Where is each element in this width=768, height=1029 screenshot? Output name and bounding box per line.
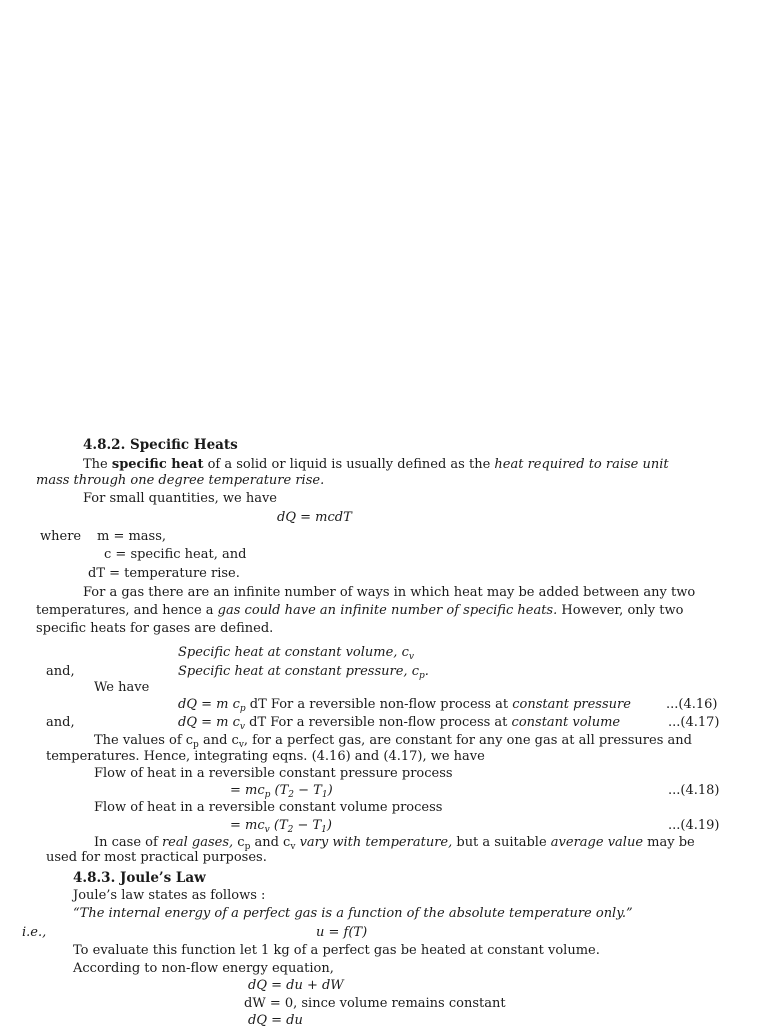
paragraph-gas-line-1: For a gas there are an infinite number of ways in which heat may be added between any two (83, 585, 696, 600)
paragraph-non-flow-energy: According to non-flow energy equation, (73, 961, 334, 976)
and-label-2: and, (46, 715, 75, 730)
equation-number-4-16: ...(4.16) (666, 697, 718, 712)
and-label-1: and, (46, 664, 75, 679)
paragraph-small-quantities: For small quantities, we have (83, 491, 278, 506)
equation-dq-du-dw: dQ = du + dW (248, 978, 344, 993)
paragraph-values-line-1: The values of $c_p$ and $c_v$, for a perfect gas, are constant for any one gas at all pressures and (94, 733, 692, 750)
joules-law-statement: “The internal energy of a perfect gas is a function of the absolute temperature only.” (73, 906, 633, 921)
flow-heat-constant-volume-label: Flow of heat in a reversible constant volume process (94, 800, 443, 815)
equation-u-f-t: u = f(T) (316, 925, 368, 940)
equation-dq-du: dQ = du (248, 1013, 303, 1028)
definition-temperature-rise: dT = temperature rise. (88, 566, 240, 581)
section-heading-specific-heats: 4.8.2. Specific Heats (83, 437, 238, 453)
paragraph-evaluate-function: To evaluate this function let 1 kg of a perfect gas be heated at constant volume. (73, 943, 600, 958)
equation-constant-pressure: dQ = m $c_p$ dT For a reversible non-flow process at constant pressure (178, 697, 631, 714)
definition-cp: Specific heat at constant pressure, $c_p$. (178, 664, 429, 681)
definition-mass: m = mass, (97, 529, 167, 544)
paragraph-definition-line-1: The specific heat of a solid or liquid is usually defined as the heat required to raise unit (83, 457, 669, 472)
equation-number-4-17: ...(4.17) (668, 715, 720, 730)
paragraph-gas-line-2: temperatures, and hence a gas could have an infinite number of specific heats. However, only two (36, 603, 684, 618)
equation-4-19: = $mc_v$ $(T_2 - T_1)$ (230, 818, 332, 835)
we-have-label: We have (94, 680, 150, 695)
equation-dq-mcdt: dQ = mcdT (277, 510, 352, 525)
paragraph-values-line-2: temperatures. Hence, integrating eqns. (4.16) and (4.17), we have (46, 749, 485, 764)
equation-number-4-18: ...(4.18) (668, 783, 720, 798)
paragraph-real-gases-line-2: used for most practical purposes. (46, 850, 267, 865)
definition-specific-heat: c = specific heat, and (104, 547, 247, 562)
paragraph-gas-line-3: specific heats for gases are defined. (36, 621, 274, 636)
flow-heat-constant-pressure-label: Flow of heat in a reversible constant pressure process (94, 766, 453, 781)
definition-cv: Specific heat at constant volume, $c_v$ (178, 645, 414, 662)
joules-law-intro: Joule’s law states as follows : (73, 888, 266, 903)
paragraph-definition-line-2: mass through one degree temperature rise. (36, 473, 325, 488)
equation-dw-zero: dW = 0, since volume remains constant (244, 996, 506, 1011)
equation-number-4-19: ...(4.19) (668, 818, 720, 833)
where-label: where (40, 529, 82, 544)
equation-constant-volume: dQ = m $c_v$ dT For a reversible non-flow process at constant volume (178, 715, 621, 732)
paragraph-real-gases-line-1: In case of real gases, $c_p$ and $c_v$ vary with temperature, but a suitable average value may be (94, 835, 695, 852)
equation-4-18: = $mc_p$ $(T_2 - T_1)$ (230, 783, 333, 800)
section-heading-joules-law: 4.8.3. Joule’s Law (73, 870, 206, 886)
ie-label: i.e., (22, 925, 47, 940)
